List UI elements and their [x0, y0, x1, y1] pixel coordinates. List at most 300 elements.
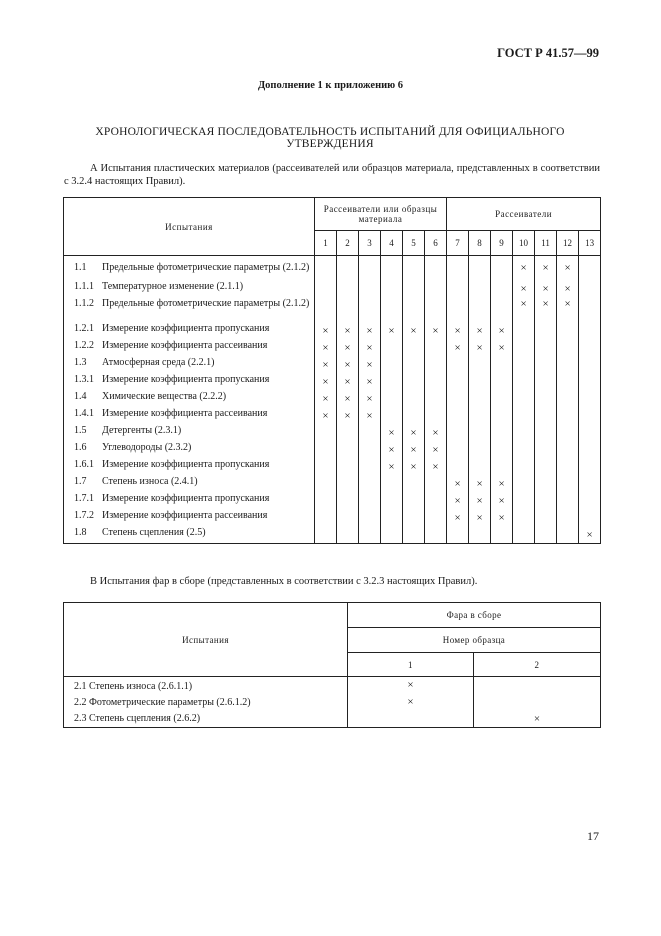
- mark-cell: [337, 476, 359, 493]
- mark-cell: [469, 281, 491, 298]
- table-row: [64, 281, 601, 298]
- table-b-tests-header: Испытания: [64, 603, 348, 677]
- table-a-col-number: 8: [469, 231, 491, 256]
- mark-cell: [557, 476, 579, 493]
- row-text: 2.2 Фотометрические параметры (2.6.1.2): [64, 694, 348, 711]
- mark-cell: [535, 442, 557, 459]
- row-number: 1.4: [74, 390, 87, 402]
- mark-cell: [513, 476, 535, 493]
- row-number: 1.2.1: [74, 322, 94, 334]
- row-label: [64, 391, 315, 408]
- table-a-col-number: 9: [491, 231, 513, 256]
- mark-cell: [557, 391, 579, 408]
- mark-cell: [491, 323, 513, 340]
- row-label: [64, 323, 315, 340]
- mark-cell: [381, 323, 403, 340]
- table-row: [64, 298, 601, 323]
- mark-cell: [337, 442, 359, 459]
- mark-cell: [403, 340, 425, 357]
- mark-cell: [535, 459, 557, 476]
- row-number: 1.1.2: [74, 297, 94, 309]
- mark-cell: [315, 340, 337, 357]
- mark-cell: [491, 425, 513, 442]
- mark-cell: [359, 493, 381, 510]
- mark-cell: [535, 493, 557, 510]
- mark-cell: [403, 459, 425, 476]
- row-label: [64, 256, 315, 281]
- supplement-title: Дополнение 1 к приложению 6: [257, 80, 404, 91]
- mark-cell: [557, 493, 579, 510]
- cross-mark: ×: [432, 325, 439, 337]
- mark-cell: [557, 281, 579, 298]
- mark-cell: [359, 323, 381, 340]
- cross-mark: ×: [410, 427, 417, 439]
- mark-cell: [447, 476, 469, 493]
- mark-cell: [513, 256, 535, 281]
- row-text: Химические вещества (2.2.2): [102, 390, 227, 402]
- row-number: 1.3.1: [74, 373, 94, 385]
- mark-cell: [381, 442, 403, 459]
- mark-cell: [315, 391, 337, 408]
- mark-cell: [469, 408, 491, 425]
- mark-cell: [425, 527, 447, 544]
- cross-mark: ×: [454, 512, 461, 524]
- mark-cell: [513, 425, 535, 442]
- row-text: Измерение коэффициента рассеивания: [102, 339, 268, 351]
- mark-cell: [469, 323, 491, 340]
- row-number: 1.1: [74, 262, 87, 273]
- mark-cell: [579, 459, 601, 476]
- mark-cell: [403, 281, 425, 298]
- mark-cell: [557, 357, 579, 374]
- mark-cell: [557, 510, 579, 527]
- mark-cell: [403, 408, 425, 425]
- mark-cell: [579, 357, 601, 374]
- mark-cell: [359, 298, 381, 323]
- mark-cell: [337, 527, 359, 544]
- table-b-group-header: Фара в сборе: [348, 603, 601, 628]
- mark-cell: [535, 510, 557, 527]
- row-text: 2.3 Степень сцепления (2.6.2): [64, 711, 348, 728]
- mark-cell: [359, 256, 381, 281]
- cross-mark: ×: [388, 461, 395, 473]
- mark-cell: [491, 340, 513, 357]
- mark-cell: [535, 281, 557, 298]
- cross-mark: ×: [322, 410, 329, 422]
- row-number: 1.7.1: [74, 492, 94, 504]
- table-row: [64, 442, 601, 459]
- mark-cell: [403, 323, 425, 340]
- mark-cell: [474, 711, 601, 728]
- mark-cell: [447, 408, 469, 425]
- table-row: [64, 476, 601, 493]
- mark-cell: [491, 357, 513, 374]
- mark-cell: [513, 408, 535, 425]
- mark-cell: [579, 408, 601, 425]
- mark-cell: [337, 408, 359, 425]
- mark-cell: [535, 340, 557, 357]
- mark-cell: [381, 408, 403, 425]
- mark-cell: [315, 374, 337, 391]
- mark-cell: [557, 256, 579, 281]
- mark-cell: [403, 374, 425, 391]
- row-text: Измерение коэффициента пропускания: [102, 458, 270, 470]
- cross-mark: ×: [366, 376, 373, 388]
- mark-cell: [348, 694, 474, 711]
- mark-cell: [447, 323, 469, 340]
- mark-cell: [474, 677, 601, 694]
- row-text: Измерение коэффициента пропускания: [102, 322, 270, 334]
- table-row: [64, 459, 601, 476]
- table-row: [64, 493, 601, 510]
- cross-mark: ×: [322, 342, 329, 354]
- mark-cell: [513, 391, 535, 408]
- mark-cell: [381, 256, 403, 281]
- table-a-col-number: 10: [513, 231, 535, 256]
- mark-cell: [348, 711, 474, 728]
- mark-cell: [513, 340, 535, 357]
- mark-cell: [491, 408, 513, 425]
- cross-mark: ×: [407, 696, 414, 708]
- mark-cell: [491, 459, 513, 476]
- mark-cell: [403, 256, 425, 281]
- mark-cell: [469, 476, 491, 493]
- mark-cell: [513, 357, 535, 374]
- mark-cell: [315, 408, 337, 425]
- row-number: 1.8: [74, 526, 87, 538]
- cross-mark: ×: [322, 393, 329, 405]
- mark-cell: [579, 340, 601, 357]
- mark-cell: [337, 256, 359, 281]
- mark-cell: [491, 442, 513, 459]
- mark-cell: [535, 357, 557, 374]
- table-a-col-number: 12: [557, 231, 579, 256]
- cross-mark: ×: [498, 512, 505, 524]
- cross-mark: ×: [366, 410, 373, 422]
- mark-cell: [447, 527, 469, 544]
- table-row: [64, 694, 601, 711]
- mark-cell: [425, 459, 447, 476]
- mark-cell: [535, 527, 557, 544]
- cross-mark: ×: [476, 342, 483, 354]
- cross-mark: ×: [366, 325, 373, 337]
- mark-cell: [359, 391, 381, 408]
- table-row: [64, 323, 601, 340]
- mark-cell: [425, 256, 447, 281]
- cross-mark: ×: [344, 342, 351, 354]
- mark-cell: [579, 256, 601, 281]
- table-a-col-number: 2: [337, 231, 359, 256]
- row-text: Атмосферная среда (2.2.1): [102, 356, 215, 368]
- row-text: Измерение коэффициента пропускания: [102, 492, 270, 504]
- row-label: [64, 374, 315, 391]
- mark-cell: [425, 408, 447, 425]
- mark-cell: [315, 493, 337, 510]
- mark-cell: [337, 493, 359, 510]
- mark-cell: [447, 442, 469, 459]
- mark-cell: [315, 357, 337, 374]
- mark-cell: [359, 425, 381, 442]
- table-row: [64, 527, 601, 544]
- mark-cell: [359, 476, 381, 493]
- cross-mark: ×: [476, 512, 483, 524]
- cross-mark: ×: [564, 262, 571, 274]
- mark-cell: [359, 527, 381, 544]
- mark-cell: [425, 281, 447, 298]
- mark-cell: [381, 459, 403, 476]
- row-number: 1.6.1: [74, 458, 94, 470]
- row-text: Измерение коэффициента рассеивания: [102, 407, 268, 419]
- mark-cell: [348, 677, 474, 694]
- mark-cell: [535, 408, 557, 425]
- mark-cell: [557, 442, 579, 459]
- mark-cell: [491, 281, 513, 298]
- mark-cell: [403, 527, 425, 544]
- mark-cell: [513, 298, 535, 323]
- cross-mark: ×: [366, 342, 373, 354]
- mark-cell: [381, 527, 403, 544]
- mark-cell: [337, 357, 359, 374]
- mark-cell: [535, 476, 557, 493]
- row-label: [64, 510, 315, 527]
- mark-cell: [535, 374, 557, 391]
- table-row: [64, 256, 601, 281]
- cross-mark: ×: [542, 297, 549, 310]
- row-number: 1.7.2: [74, 509, 94, 521]
- table-b-col-number: 2: [474, 653, 601, 677]
- mark-cell: [447, 374, 469, 391]
- row-label: [64, 281, 315, 298]
- mark-cell: [557, 323, 579, 340]
- row-text: Температурное изменение (2.1.1): [102, 280, 244, 292]
- mark-cell: [425, 493, 447, 510]
- mark-cell: [513, 493, 535, 510]
- table-a-col-number: 5: [403, 231, 425, 256]
- table-a-col-number: 11: [535, 231, 557, 256]
- cross-mark: ×: [454, 478, 461, 490]
- cross-mark: ×: [586, 528, 593, 541]
- cross-mark: ×: [388, 427, 395, 439]
- table-b-subgroup-header: Номер образца: [348, 628, 601, 653]
- row-number: 1.5: [74, 424, 87, 436]
- mark-cell: [403, 298, 425, 323]
- cross-mark: ×: [564, 297, 571, 310]
- table-row: [64, 374, 601, 391]
- cross-mark: ×: [344, 410, 351, 422]
- row-text: Предельные фотометрические параметры (2.1.2): [102, 297, 310, 309]
- mark-cell: [447, 493, 469, 510]
- mark-cell: [315, 281, 337, 298]
- mark-cell: [469, 374, 491, 391]
- table-a-col-number: 6: [425, 231, 447, 256]
- mark-cell: [469, 425, 491, 442]
- mark-cell: [557, 408, 579, 425]
- document-code: ГОСТ Р 41.57—99: [497, 46, 599, 60]
- cross-mark: ×: [344, 325, 351, 337]
- table-a-col-number: 4: [381, 231, 403, 256]
- mark-cell: [513, 323, 535, 340]
- mark-cell: [491, 374, 513, 391]
- row-label: [64, 442, 315, 459]
- mark-cell: [557, 298, 579, 323]
- mark-cell: [381, 281, 403, 298]
- cross-mark: ×: [432, 461, 439, 473]
- mark-cell: [403, 357, 425, 374]
- row-number: 1.3: [74, 356, 87, 368]
- cross-mark: ×: [322, 376, 329, 388]
- mark-cell: [359, 408, 381, 425]
- row-number: 1.2.2: [74, 339, 94, 351]
- mark-cell: [513, 281, 535, 298]
- cross-mark: ×: [322, 325, 329, 337]
- mark-cell: [359, 510, 381, 527]
- mark-cell: [535, 298, 557, 323]
- table-a-col-number: 3: [359, 231, 381, 256]
- cross-mark: ×: [476, 495, 483, 507]
- row-label: [64, 298, 315, 323]
- mark-cell: [359, 374, 381, 391]
- mark-cell: [579, 391, 601, 408]
- mark-cell: [557, 340, 579, 357]
- mark-cell: [381, 391, 403, 408]
- mark-cell: [315, 298, 337, 323]
- mark-cell: [381, 476, 403, 493]
- table-row: [64, 711, 601, 728]
- row-number: 1.7: [74, 475, 87, 487]
- mark-cell: [425, 442, 447, 459]
- cross-mark: ×: [366, 359, 373, 371]
- mark-cell: [535, 391, 557, 408]
- mark-cell: [315, 510, 337, 527]
- cross-mark: ×: [542, 262, 549, 274]
- cross-mark: ×: [520, 283, 527, 295]
- mark-cell: [491, 391, 513, 408]
- mark-cell: [447, 391, 469, 408]
- mark-cell: [315, 425, 337, 442]
- mark-cell: [403, 391, 425, 408]
- table-row: [64, 357, 601, 374]
- mark-cell: [491, 510, 513, 527]
- mark-cell: [447, 281, 469, 298]
- mark-cell: [359, 357, 381, 374]
- mark-cell: [469, 493, 491, 510]
- mark-cell: [381, 374, 403, 391]
- row-number: 1.6: [74, 441, 87, 453]
- mark-cell: [469, 510, 491, 527]
- mark-cell: [381, 425, 403, 442]
- mark-cell: [337, 374, 359, 391]
- mark-cell: [579, 442, 601, 459]
- cross-mark: ×: [410, 325, 417, 337]
- table-a-tests-header: Испытания: [64, 198, 315, 256]
- page-number: 17: [587, 829, 599, 843]
- row-number: 1.1.1: [74, 280, 94, 292]
- mark-cell: [425, 357, 447, 374]
- cross-mark: ×: [407, 679, 414, 692]
- row-label: [64, 408, 315, 425]
- mark-cell: [469, 340, 491, 357]
- mark-cell: [469, 357, 491, 374]
- section-b-text: В Испытания фар в сборе (представленных в соответствии с 3.2.3 настоящих Правил).: [90, 576, 478, 587]
- table-row: [64, 510, 601, 527]
- mark-cell: [337, 340, 359, 357]
- mark-cell: [381, 493, 403, 510]
- cross-mark: ×: [410, 444, 417, 456]
- mark-cell: [447, 340, 469, 357]
- mark-cell: [425, 340, 447, 357]
- mark-cell: [579, 510, 601, 527]
- cross-mark: ×: [432, 444, 439, 456]
- cross-mark: ×: [388, 325, 395, 337]
- mark-cell: [337, 510, 359, 527]
- mark-cell: [425, 391, 447, 408]
- mark-cell: [469, 391, 491, 408]
- cross-mark: ×: [476, 478, 483, 490]
- cross-mark: ×: [476, 325, 483, 337]
- mark-cell: [447, 256, 469, 281]
- mark-cell: [469, 527, 491, 544]
- mark-cell: [403, 425, 425, 442]
- mark-cell: [425, 298, 447, 323]
- mark-cell: [469, 442, 491, 459]
- row-label: [64, 425, 315, 442]
- cross-mark: ×: [564, 283, 571, 295]
- row-text: 2.1 Степень износа (2.6.1.1): [64, 677, 348, 694]
- mark-cell: [557, 425, 579, 442]
- mark-cell: [469, 459, 491, 476]
- table-b-col-number: 1: [348, 653, 474, 677]
- row-text: Степень сцепления (2.5): [102, 526, 206, 538]
- mark-cell: [403, 476, 425, 493]
- cross-mark: ×: [432, 427, 439, 439]
- cross-mark: ×: [498, 325, 505, 337]
- mark-cell: [491, 527, 513, 544]
- main-title: ХРОНОЛОГИЧЕСКАЯ ПОСЛЕДОВАТЕЛЬНОСТЬ ИСПЫТАНИЙ ДЛЯ ОФИЦИАЛЬНОГО УТВЕРЖДЕНИЯ: [95, 126, 565, 150]
- mark-cell: [315, 527, 337, 544]
- table-a-col-number: 7: [447, 231, 469, 256]
- mark-cell: [425, 323, 447, 340]
- mark-cell: [535, 256, 557, 281]
- mark-cell: [447, 459, 469, 476]
- cross-mark: ×: [498, 478, 505, 490]
- mark-cell: [579, 281, 601, 298]
- mark-cell: [337, 391, 359, 408]
- mark-cell: [337, 323, 359, 340]
- table-row: [64, 391, 601, 408]
- mark-cell: [447, 510, 469, 527]
- row-text: Предельные фотометрические параметры (2.1.2): [102, 262, 310, 273]
- mark-cell: [403, 442, 425, 459]
- row-text: Измерение коэффициента рассеивания: [102, 509, 268, 521]
- table-row: [64, 425, 601, 442]
- mark-cell: [337, 459, 359, 476]
- mark-cell: [579, 425, 601, 442]
- mark-cell: [513, 510, 535, 527]
- row-label: [64, 527, 315, 544]
- section-a-text: А Испытания пластических материалов (рассеивателей или образцов материала, представленных в соответствии с 3.2.4 настоящих Правил).: [64, 163, 600, 187]
- mark-cell: [359, 340, 381, 357]
- mark-cell: [381, 340, 403, 357]
- mark-cell: [469, 256, 491, 281]
- table-b: [63, 602, 601, 728]
- mark-cell: [381, 298, 403, 323]
- row-label: [64, 493, 315, 510]
- mark-cell: [425, 510, 447, 527]
- table-a: [63, 197, 601, 544]
- cross-mark: ×: [520, 262, 527, 274]
- mark-cell: [315, 442, 337, 459]
- cross-mark: ×: [344, 393, 351, 405]
